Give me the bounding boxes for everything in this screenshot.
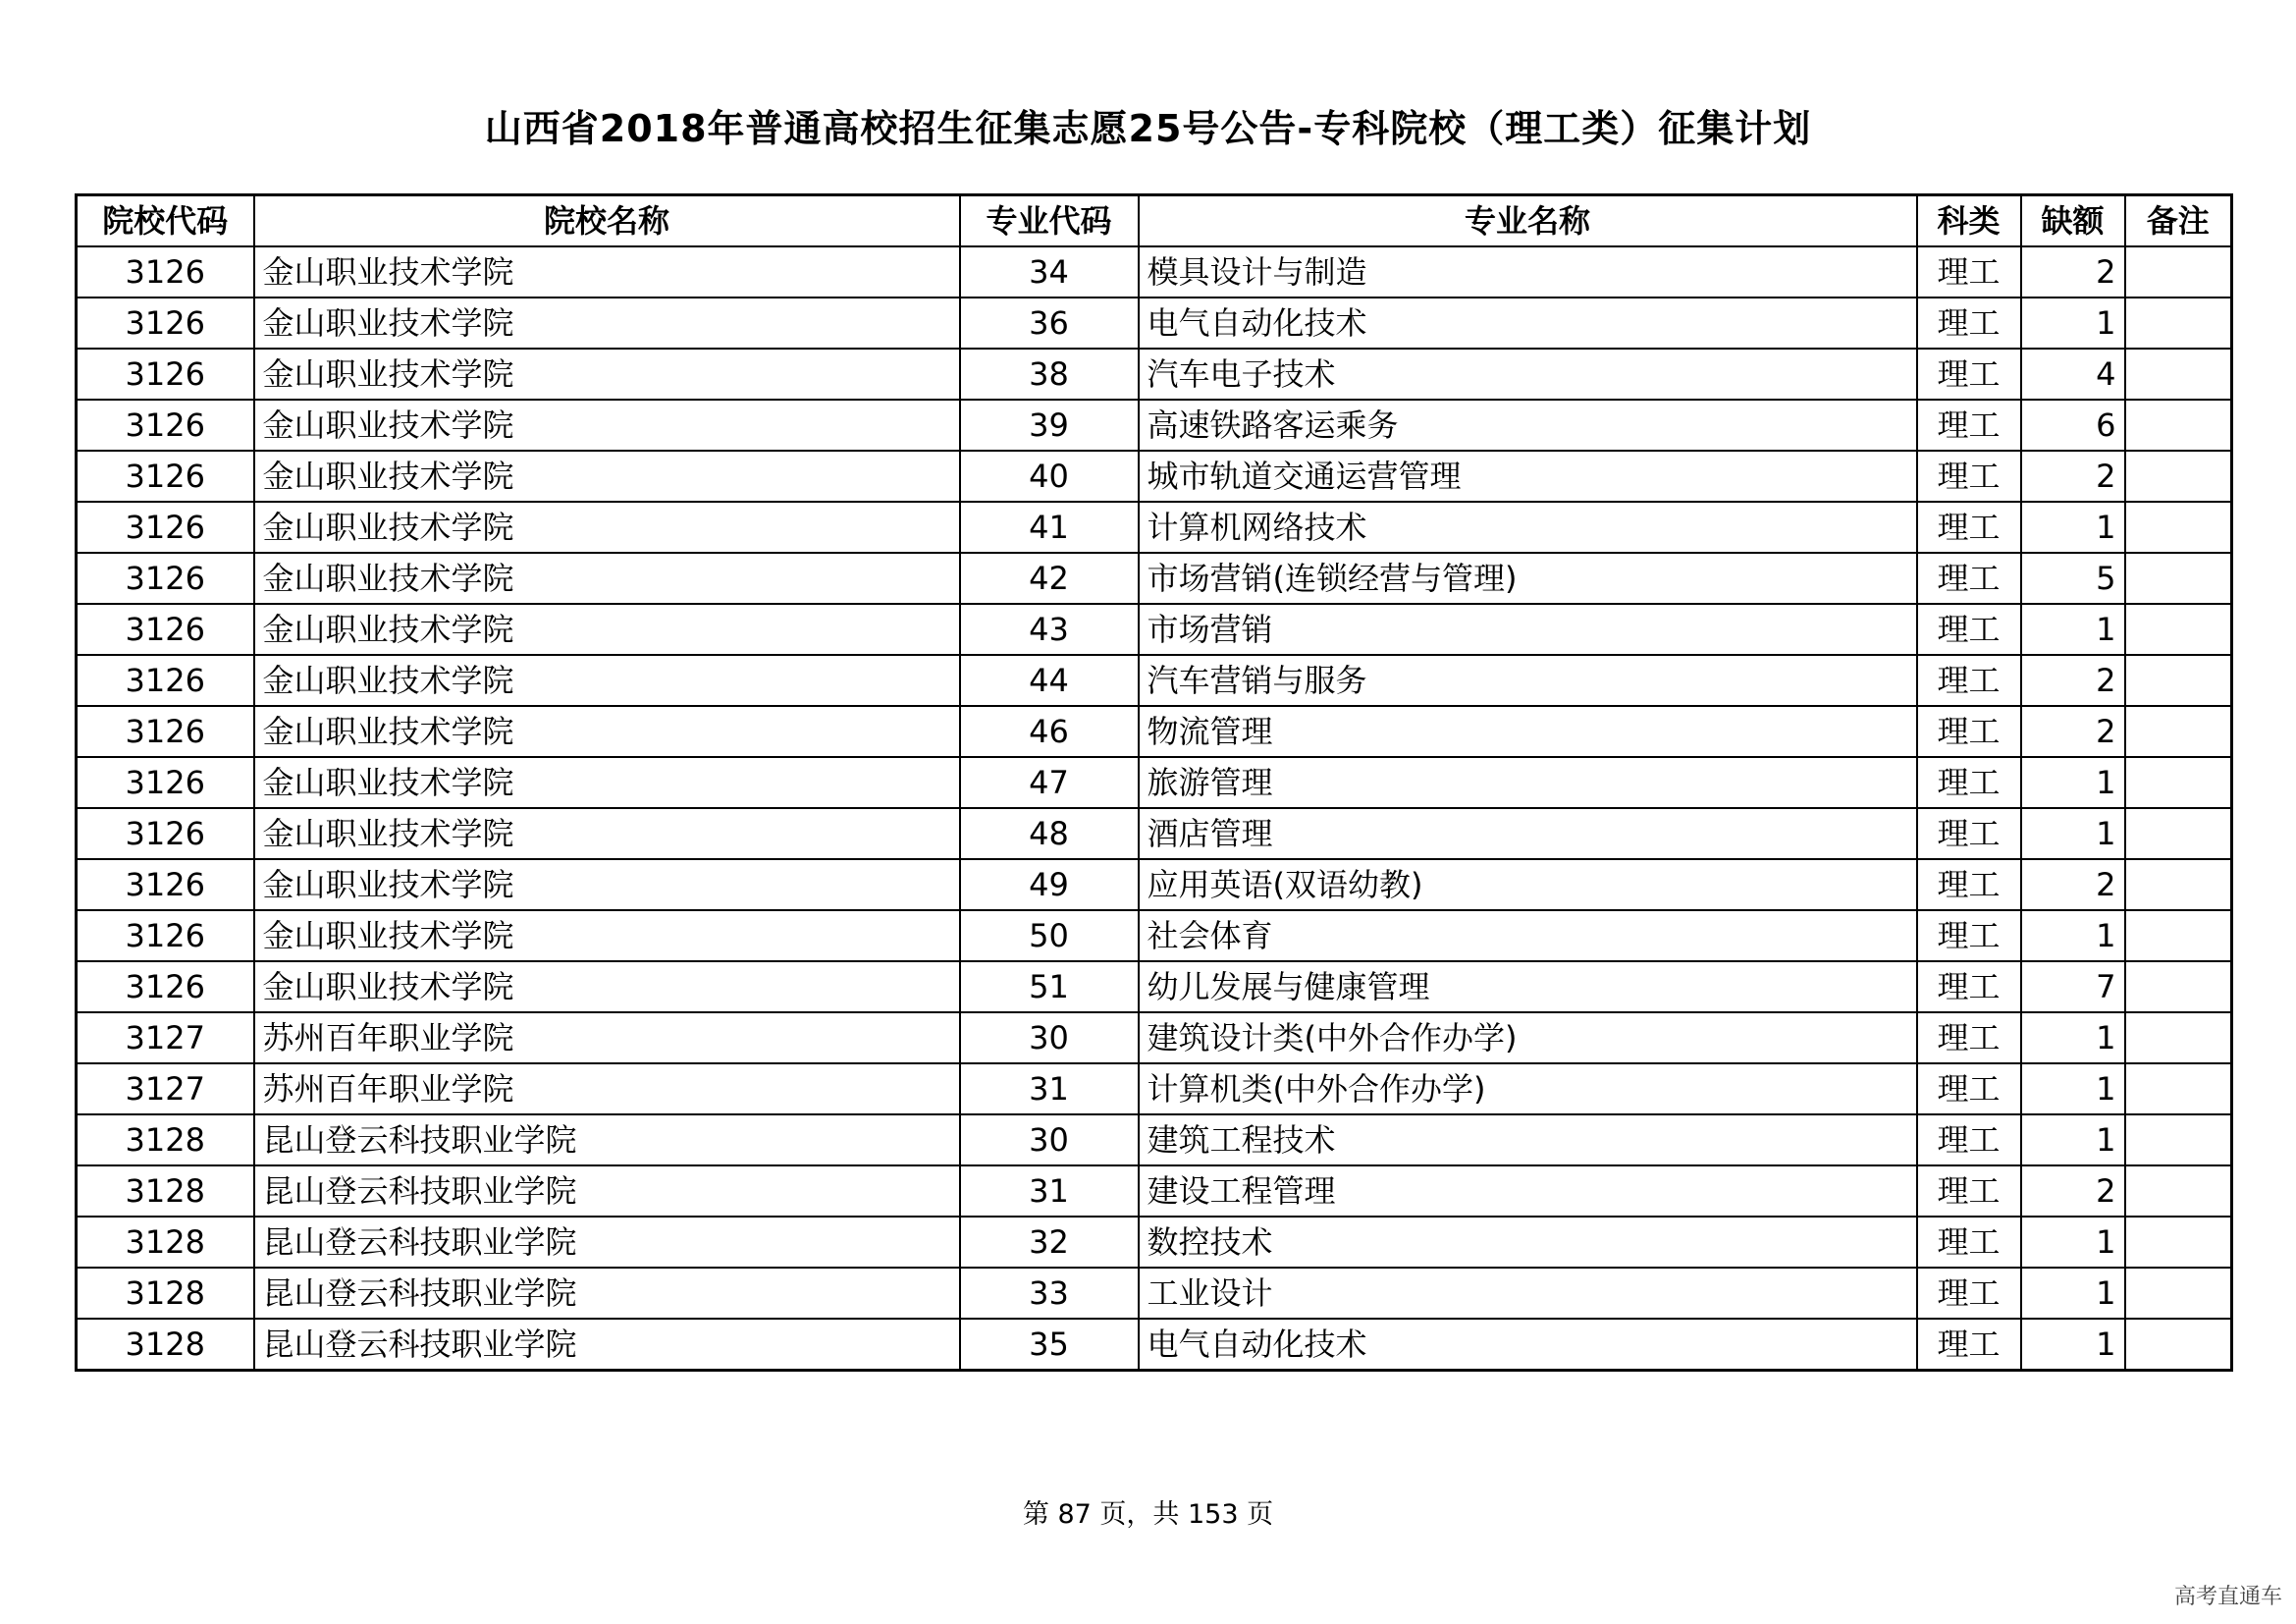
cell-school-name: 金山职业技术学院 <box>254 910 960 961</box>
cell-major-name: 汽车营销与服务 <box>1139 655 1917 706</box>
cell-category: 理工 <box>1917 808 2021 859</box>
cell-major-name: 酒店管理 <box>1139 808 1917 859</box>
cell-quota: 1 <box>2021 502 2125 553</box>
header-school-code: 院校代码 <box>77 195 254 247</box>
cell-school-name: 金山职业技术学院 <box>254 400 960 451</box>
cell-school-name: 昆山登云科技职业学院 <box>254 1114 960 1165</box>
cell-quota: 1 <box>2021 910 2125 961</box>
cell-category: 理工 <box>1917 298 2021 349</box>
cell-category: 理工 <box>1917 553 2021 604</box>
cell-major-code: 32 <box>960 1217 1139 1268</box>
cell-note <box>2125 859 2232 910</box>
table-row <box>77 706 2232 757</box>
cell-school-code: 3126 <box>77 808 254 859</box>
cell-school-name: 金山职业技术学院 <box>254 502 960 553</box>
cell-major-code: 31 <box>960 1165 1139 1217</box>
cell-quota: 4 <box>2021 349 2125 400</box>
cell-school-code: 3126 <box>77 502 254 553</box>
cell-quota: 1 <box>2021 1063 2125 1114</box>
page-title: 山西省2018年普通高校招生征集志愿25号公告-专科院校（理工类）征集计划 <box>484 107 1812 150</box>
cell-major-name: 计算机类(中外合作办学) <box>1139 1063 1917 1114</box>
cell-school-code: 3126 <box>77 451 254 502</box>
table-row <box>77 910 2232 961</box>
cell-category: 理工 <box>1917 349 2021 400</box>
cell-school-name: 金山职业技术学院 <box>254 859 960 910</box>
cell-quota: 2 <box>2021 451 2125 502</box>
cell-major-name: 汽车电子技术 <box>1139 349 1917 400</box>
cell-school-code: 3126 <box>77 553 254 604</box>
cell-major-name: 建筑设计类(中外合作办学) <box>1139 1012 1917 1063</box>
table-row <box>77 1012 2232 1063</box>
cell-quota: 2 <box>2021 859 2125 910</box>
table-row <box>77 1268 2232 1319</box>
cell-note <box>2125 757 2232 808</box>
cell-quota: 6 <box>2021 400 2125 451</box>
cell-major-name: 城市轨道交通运营管理 <box>1139 451 1917 502</box>
cell-major-name: 建筑工程技术 <box>1139 1114 1917 1165</box>
cell-school-name: 金山职业技术学院 <box>254 961 960 1012</box>
header-school-name: 院校名称 <box>254 195 960 247</box>
cell-school-code: 3126 <box>77 246 254 298</box>
table-row <box>77 808 2232 859</box>
cell-school-name: 金山职业技术学院 <box>254 349 960 400</box>
cell-quota: 2 <box>2021 246 2125 298</box>
cell-note <box>2125 1114 2232 1165</box>
table-row <box>77 1217 2232 1268</box>
cell-major-name: 电气自动化技术 <box>1139 298 1917 349</box>
cell-note <box>2125 553 2232 604</box>
cell-school-name: 金山职业技术学院 <box>254 553 960 604</box>
cell-note <box>2125 502 2232 553</box>
cell-quota: 1 <box>2021 604 2125 655</box>
cell-major-name: 幼儿发展与健康管理 <box>1139 961 1917 1012</box>
cell-school-name: 昆山登云科技职业学院 <box>254 1268 960 1319</box>
table-row <box>77 1114 2232 1165</box>
cell-category: 理工 <box>1917 1063 2021 1114</box>
cell-school-name: 金山职业技术学院 <box>254 246 960 298</box>
table-body <box>77 246 2232 1371</box>
table-row <box>77 1165 2232 1217</box>
table-row <box>77 349 2232 400</box>
cell-major-code: 44 <box>960 655 1139 706</box>
cell-note <box>2125 808 2232 859</box>
table-row <box>77 553 2232 604</box>
cell-category: 理工 <box>1917 502 2021 553</box>
table-row <box>77 757 2232 808</box>
cell-major-code: 36 <box>960 298 1139 349</box>
page-number: 第 87 页，共 153 页 <box>1022 1499 1274 1530</box>
cell-school-name: 金山职业技术学院 <box>254 706 960 757</box>
cell-major-name: 工业设计 <box>1139 1268 1917 1319</box>
cell-quota: 1 <box>2021 1012 2125 1063</box>
cell-category: 理工 <box>1917 1217 2021 1268</box>
cell-school-code: 3128 <box>77 1319 254 1371</box>
cell-school-name: 金山职业技术学院 <box>254 604 960 655</box>
table-row <box>77 859 2232 910</box>
cell-school-name: 昆山登云科技职业学院 <box>254 1165 960 1217</box>
cell-major-code: 43 <box>960 604 1139 655</box>
cell-school-name: 金山职业技术学院 <box>254 808 960 859</box>
cell-school-code: 3126 <box>77 757 254 808</box>
cell-school-name: 金山职业技术学院 <box>254 655 960 706</box>
cell-note <box>2125 706 2232 757</box>
cell-quota: 1 <box>2021 1319 2125 1371</box>
table-row <box>77 400 2232 451</box>
cell-major-name: 市场营销(连锁经营与管理) <box>1139 553 1917 604</box>
cell-note <box>2125 1319 2232 1371</box>
cell-major-code: 50 <box>960 910 1139 961</box>
cell-school-code: 3126 <box>77 400 254 451</box>
cell-school-code: 3126 <box>77 604 254 655</box>
table-header-row <box>77 195 2232 247</box>
cell-major-code: 48 <box>960 808 1139 859</box>
cell-category: 理工 <box>1917 859 2021 910</box>
cell-major-name: 市场营销 <box>1139 604 1917 655</box>
cell-major-code: 51 <box>960 961 1139 1012</box>
cell-major-name: 社会体育 <box>1139 910 1917 961</box>
cell-school-name: 昆山登云科技职业学院 <box>254 1217 960 1268</box>
cell-note <box>2125 1268 2232 1319</box>
cell-category: 理工 <box>1917 655 2021 706</box>
table-row <box>77 1319 2232 1371</box>
cell-quota: 1 <box>2021 1114 2125 1165</box>
table-row <box>77 604 2232 655</box>
cell-major-name: 应用英语(双语幼教) <box>1139 859 1917 910</box>
cell-school-name: 金山职业技术学院 <box>254 298 960 349</box>
cell-school-code: 3128 <box>77 1217 254 1268</box>
cell-note <box>2125 1063 2232 1114</box>
table-row <box>77 655 2232 706</box>
cell-school-code: 3126 <box>77 655 254 706</box>
cell-note <box>2125 961 2232 1012</box>
cell-note <box>2125 910 2232 961</box>
cell-major-code: 49 <box>960 859 1139 910</box>
header-quota: 缺额 <box>2021 195 2125 247</box>
cell-note <box>2125 1012 2232 1063</box>
cell-major-code: 46 <box>960 706 1139 757</box>
cell-quota: 1 <box>2021 808 2125 859</box>
cell-note <box>2125 451 2232 502</box>
cell-quota: 7 <box>2021 961 2125 1012</box>
enrollment-plan-table <box>75 193 2233 1372</box>
header-note: 备注 <box>2125 195 2232 247</box>
cell-major-code: 31 <box>960 1063 1139 1114</box>
cell-school-name: 金山职业技术学院 <box>254 757 960 808</box>
cell-category: 理工 <box>1917 706 2021 757</box>
cell-category: 理工 <box>1917 757 2021 808</box>
cell-category: 理工 <box>1917 451 2021 502</box>
cell-school-code: 3126 <box>77 859 254 910</box>
cell-quota: 1 <box>2021 1268 2125 1319</box>
cell-quota: 2 <box>2021 1165 2125 1217</box>
cell-major-name: 高速铁路客运乘务 <box>1139 400 1917 451</box>
cell-major-name: 计算机网络技术 <box>1139 502 1917 553</box>
watermark: 高考直通车 <box>2173 1585 2282 1609</box>
cell-school-code: 3128 <box>77 1165 254 1217</box>
cell-note <box>2125 349 2232 400</box>
cell-school-name: 苏州百年职业学院 <box>254 1012 960 1063</box>
cell-category: 理工 <box>1917 604 2021 655</box>
cell-major-name: 电气自动化技术 <box>1139 1319 1917 1371</box>
cell-category: 理工 <box>1917 1165 2021 1217</box>
cell-school-name: 昆山登云科技职业学院 <box>254 1319 960 1371</box>
header-major-name: 专业名称 <box>1139 195 1917 247</box>
cell-school-code: 3126 <box>77 298 254 349</box>
cell-school-code: 3126 <box>77 349 254 400</box>
cell-quota: 5 <box>2021 553 2125 604</box>
cell-major-name: 数控技术 <box>1139 1217 1917 1268</box>
table-row <box>77 502 2232 553</box>
cell-note <box>2125 1217 2232 1268</box>
cell-major-name: 物流管理 <box>1139 706 1917 757</box>
cell-category: 理工 <box>1917 1012 2021 1063</box>
cell-major-code: 41 <box>960 502 1139 553</box>
cell-major-code: 30 <box>960 1012 1139 1063</box>
cell-major-code: 40 <box>960 451 1139 502</box>
cell-major-name: 建设工程管理 <box>1139 1165 1917 1217</box>
cell-school-code: 3128 <box>77 1114 254 1165</box>
cell-category: 理工 <box>1917 246 2021 298</box>
cell-school-code: 3127 <box>77 1063 254 1114</box>
table-row <box>77 961 2232 1012</box>
cell-note <box>2125 400 2232 451</box>
cell-quota: 2 <box>2021 706 2125 757</box>
cell-school-code: 3126 <box>77 910 254 961</box>
cell-major-code: 47 <box>960 757 1139 808</box>
cell-school-code: 3126 <box>77 706 254 757</box>
cell-note <box>2125 298 2232 349</box>
cell-category: 理工 <box>1917 1319 2021 1371</box>
cell-major-code: 38 <box>960 349 1139 400</box>
cell-note <box>2125 246 2232 298</box>
cell-category: 理工 <box>1917 1114 2021 1165</box>
cell-note <box>2125 655 2232 706</box>
cell-quota: 2 <box>2021 655 2125 706</box>
table-row <box>77 1063 2232 1114</box>
cell-major-code: 39 <box>960 400 1139 451</box>
cell-school-name: 金山职业技术学院 <box>254 451 960 502</box>
cell-major-code: 34 <box>960 246 1139 298</box>
cell-category: 理工 <box>1917 400 2021 451</box>
cell-major-code: 42 <box>960 553 1139 604</box>
header-category: 科类 <box>1917 195 2021 247</box>
cell-school-code: 3126 <box>77 961 254 1012</box>
cell-major-name: 旅游管理 <box>1139 757 1917 808</box>
cell-note <box>2125 1165 2232 1217</box>
table-row <box>77 451 2232 502</box>
cell-category: 理工 <box>1917 910 2021 961</box>
cell-major-code: 35 <box>960 1319 1139 1371</box>
cell-major-code: 33 <box>960 1268 1139 1319</box>
cell-category: 理工 <box>1917 1268 2021 1319</box>
cell-school-code: 3127 <box>77 1012 254 1063</box>
cell-note <box>2125 604 2232 655</box>
cell-category: 理工 <box>1917 961 2021 1012</box>
cell-major-code: 30 <box>960 1114 1139 1165</box>
table-row <box>77 298 2232 349</box>
cell-quota: 1 <box>2021 298 2125 349</box>
cell-major-name: 模具设计与制造 <box>1139 246 1917 298</box>
cell-quota: 1 <box>2021 757 2125 808</box>
cell-quota: 1 <box>2021 1217 2125 1268</box>
cell-school-code: 3128 <box>77 1268 254 1319</box>
header-major-code: 专业代码 <box>960 195 1139 247</box>
cell-school-name: 苏州百年职业学院 <box>254 1063 960 1114</box>
table-row <box>77 246 2232 298</box>
